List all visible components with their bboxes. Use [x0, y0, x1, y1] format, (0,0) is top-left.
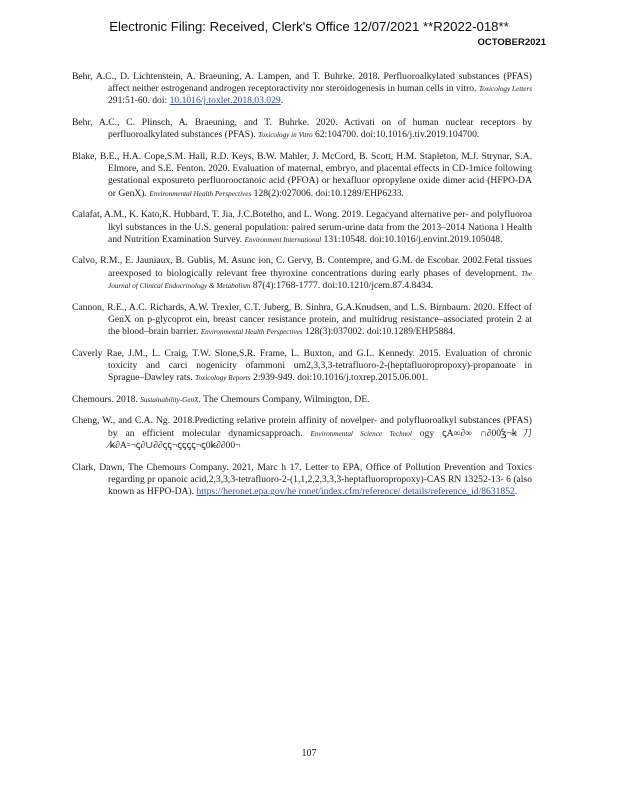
reference-text: Calafat, A.M., K. Kato,K. Hubbard, T. Jia, J.C.Botelho, and L. Wong. 2019. Legacyand alternative per- and polyfluoroa lkyl substances in the U.S. general population: paired serum-urine data from the 2013–2014 Nationa l Health and Nutrition Examination Survey. — [72, 209, 532, 245]
journal-name: Sustainability-GenX — [140, 395, 199, 404]
reference-list — [72, 71, 532, 508]
reference-entry — [72, 394, 532, 406]
journal-name: Environmental Health Perspectives — [200, 327, 303, 336]
reference-text: Clark, Dawn, The Chemours Company. 2021, Marc h 17. Letter to EPA, Office of Pollution Prevention and Toxics regarding pr opanoic acid,2,3,3,3-tetrafluoro-2-(1,1,2,2,3,3,3-heptafluoropropoxy)-CAS RN 13252-13- 6 (also known as HFPO-DA). — [72, 461, 532, 497]
reference-text: Behr, A.C., D. Lichtenstein, A. Braeuning, A. Lampen, and T. Buhrke. 2018. Perfluoroalkylated substances (PFAS) affect neither estrogenand androgen receptoractivity nor steroidogenesis in human cells in vitro. — [72, 71, 532, 95]
reference-citation: 87(4):1768-1777. doi:10.1210/jcem.87.4.8434. — [252, 279, 434, 291]
filing-date-stamp: OCTOBER2021 — [477, 37, 546, 48]
reference-url-link[interactable]: https://heronet.epa.gov/he ronet/index.cfm/reference/ details/reference_id/8631852 — [196, 485, 515, 497]
reference-text: Caverly Rae, J.M., L. Craig, T.W. Slone,S.R. Frame, L. Buxton, and G.L. Kennedy. 2015. Evaluation of chronic toxicity and carci nogenicity ofammoni um2,3,3,3-tetrafluoro-2-(heptafluoropropoxy)-propanoate in Sprague–Dawley rats. — [72, 347, 532, 384]
journal-name: Toxicology Letters — [478, 85, 533, 94]
reference-citation: 291:51-60. doi: — [108, 95, 168, 107]
reference-citation: 2:939-949. doi:10.1016/j.toxrep.2015.06.001. — [252, 372, 429, 384]
reference-citation: 128(3):037002. doi:10.1289/EHP5884. — [305, 325, 456, 337]
journal-name: The Journal of Clinical Endocrinology & Metabolism — [108, 269, 532, 290]
reference-entry — [72, 117, 532, 141]
reference-tail: . — [514, 485, 518, 497]
journal-name: Environment International — [244, 235, 322, 244]
reference-entry — [72, 302, 532, 339]
reference-entry — [72, 348, 532, 385]
reference-citation: ogy ꞔA∞∂∞ ∩∂00Ꝣ¬ꞣ刀∕ꞣ∂A꞊¬ꞔ∂∪∂∂ꞔꞔ¬ꞔꞔꞔꞔ¬ꞔ0ꞣ∂∂00¬ — [108, 427, 532, 451]
reference-entry — [72, 71, 532, 108]
reference-entry — [72, 255, 532, 292]
reference-entry — [72, 151, 532, 200]
reference-entry — [72, 209, 532, 246]
reference-citation: 128(2):027006. doi:10.1289/EHP6233. — [253, 187, 404, 199]
journal-name: Toxicology Reports — [195, 374, 251, 383]
filing-header: Electronic Filing: Received, Clerk's Office 12/07/2021 **R2022-018** — [109, 19, 509, 34]
reference-text: Blake, B.E., H.A. Cope,S.M. Hall, R.D. Keys, B.W. Mahler, J. McCord, B. Scott, H.M. Stapleton, M.J. Strynar, S.A. Elmore, and S.E. Fenton. 2020. Evaluation of maternal, embryo, and placental effects in CD-1mice following gestational exposureto perfluorooctanoic acid (PFOA) or hexafluor opropylene oxide dimer acid (HFPO-DA or GenX). — [72, 151, 532, 199]
reference-citation: 62:104700. doi:10.1016/j.tiv.2019.104700. — [314, 129, 480, 141]
reference-tail: . — [280, 95, 284, 107]
reference-citation: 131:10548. doi:10.1016/j.envint.2019.105048. — [323, 233, 503, 245]
reference-text: Chemours. 2018. — [72, 393, 138, 405]
reference-entry — [72, 415, 532, 452]
reference-text: Cannon, R.E., A.C. Richards, A.W. Trexler, C.T. Juberg, B. Sinhra, G.A.Knudsen, and L.S. Birnbaum. 2020. Effect of GenX on p-glycoprot ein, breast cancer resistance protein, and multidrug resistance–associated protein 2 at the blood–brain barrier. — [72, 301, 532, 337]
reference-citation: . The Chemours Company, Wilmington, DE. — [198, 393, 370, 405]
journal-name: Environmental Health Perspectives — [149, 189, 252, 198]
reference-entry — [72, 462, 532, 499]
doi-link[interactable]: 10.1016/j.toxlet.2018.03.029 — [169, 95, 281, 107]
journal-name: Environmental Science Technol — [310, 429, 412, 438]
reference-text: Cheng, W., and C.A. Ng. 2018.Predicting relative protein affinity of novelper- and polyfluoroalkyl substances (PFAS) by an efficient molecular dynamicsapproach. — [72, 415, 532, 439]
reference-text: Calvo, R.M., E. Jauniaux, B. Gublis, M. Asunc ion, C. Gervy, B. Contempre, and G.M. de Escobar. 2002.Fetal tissues areexposed to biologically relevant free thyroxine concentrations during early phases of development. — [72, 255, 532, 279]
page-number: 107 — [301, 748, 317, 759]
journal-name: Toxicology in Vitro — [258, 131, 313, 140]
reference-text: Behr, A.C., C. Plinsch, A. Braeuning, and T. Buhrke. 2020. Activati on of human nuclear receptors by perfluoroalkylated substances (PFAS). — [72, 117, 532, 141]
